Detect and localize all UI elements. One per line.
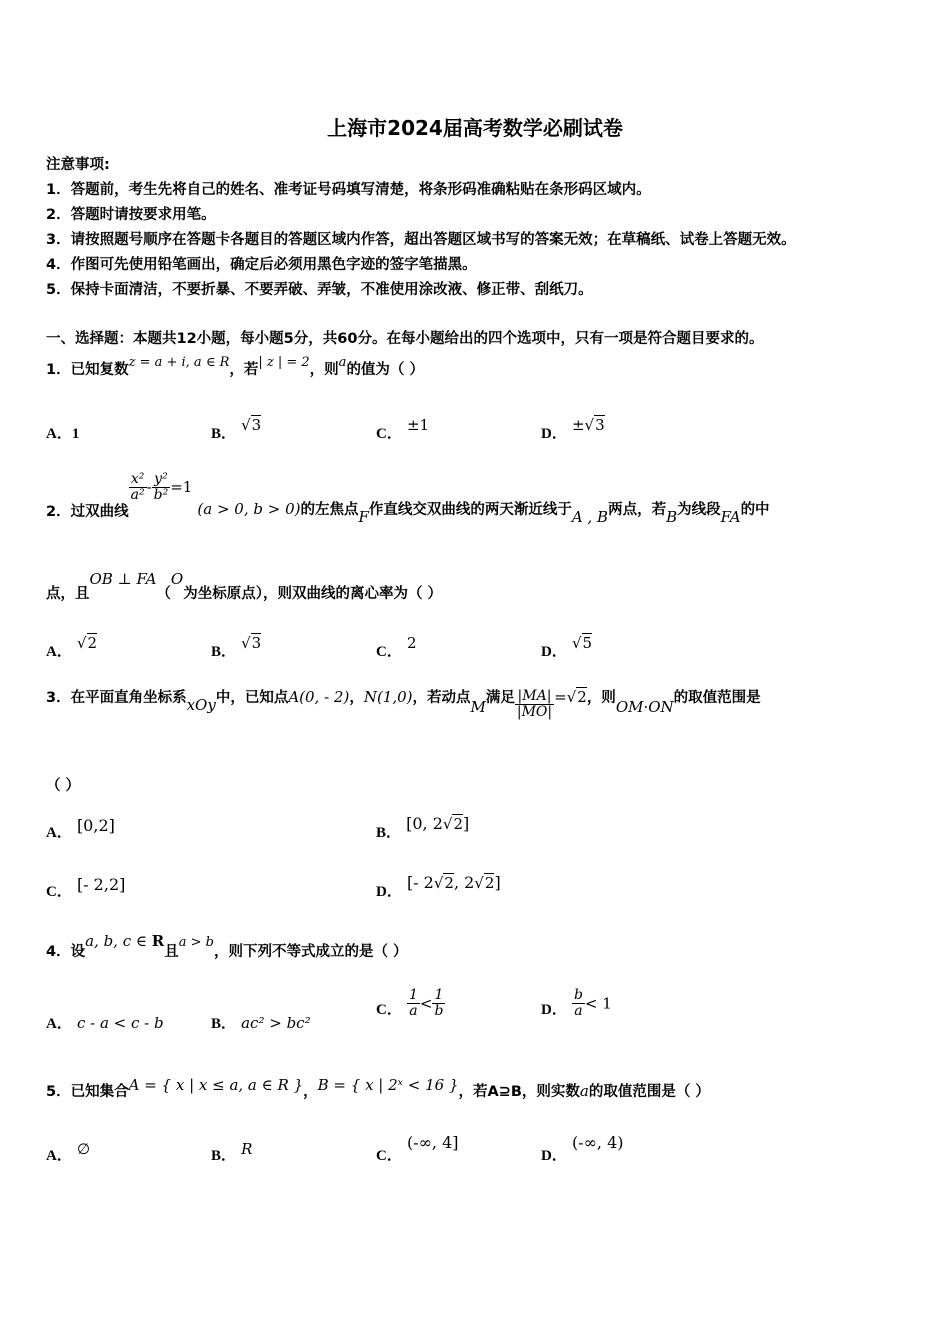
question-text: 2．过双曲线 <box>46 503 129 520</box>
question-3-paren: （ ） <box>46 778 81 794</box>
option-c[interactable]: C． 2 <box>376 634 417 660</box>
option-d[interactable]: D． [- 2√2, 2√2] <box>376 873 501 900</box>
option-c[interactable]: C． $\frac{1}{a}$ < $\frac{1}{b}$ <box>376 987 444 1020</box>
option-c[interactable]: C． [- 2,2] <box>46 875 126 900</box>
option-value: ±1 <box>406 416 430 434</box>
math-expr: z = a + i, a ∈ R <box>128 355 230 370</box>
note-item: 3．请按照题号顺序在答题卡各题目的答题区域内作答，超出答题区域书写的答案无效；在草稿纸、试卷上答题无效。 <box>46 232 796 248</box>
option-b[interactable]: B． ac² > bc² <box>211 1014 311 1032</box>
math-expr: a <box>338 355 347 370</box>
question-text: 的值为（ ） <box>346 362 424 378</box>
question-text: ，若 <box>229 362 259 378</box>
question-5: 5．已知集合A = { x | x ≤ a, a ∈ R }，B = { x | 2ˣ < 16 }，若A⊇B，则实数a的取值范围是（ ） <box>46 1076 710 1100</box>
option-a[interactable] <box>46 422 79 443</box>
question-2-line2: 点，且OB ⊥ FA（O为坐标原点），则双曲线的离心率为（ ） <box>46 570 443 602</box>
question-4: 4．设a, b, c ∈ R且a > b，则下列不等式成立的是（ ） <box>46 932 408 960</box>
note-item: 5．保持卡面清洁，不要折暴、不要弄破、弄皱，不准使用涂改液、修正带、刮纸刀。 <box>46 282 593 298</box>
option-label: A． <box>46 426 72 442</box>
option-d[interactable]: D． (-∞, 4) <box>541 1133 624 1164</box>
question-text: ，则 <box>309 362 339 378</box>
option-label: B． <box>211 426 237 442</box>
math-expr: | z | = 2 <box>258 355 310 370</box>
question-1 <box>46 355 424 379</box>
option-label: C． <box>376 426 402 442</box>
question-3: 3．在平面直角坐标系xOy中，已知点A(0, - 2)，N(1,0)，若动点M满足 $\frac{|MA|}{|MO|}$ =√2，则OM·ON的取值范围是 <box>46 687 761 720</box>
sqrt: √3 <box>241 416 262 434</box>
fraction: $\frac{|MA|}{|MO|}$ <box>516 687 553 720</box>
option-b[interactable]: B． R <box>211 1140 253 1164</box>
option-a[interactable]: A． [0,2] <box>46 816 115 841</box>
option-a[interactable]: A． c - a < c - b <box>46 1014 164 1032</box>
fraction: $\frac{\text{y²}}{\text{b²}}$ <box>153 471 169 504</box>
math-expr: OB ⊥ FA <box>89 570 157 588</box>
sqrt: √3 <box>584 416 605 434</box>
option-c[interactable]: C． (-∞, 4] <box>376 1133 459 1164</box>
question-2: 2．过双曲线 $\frac{\text{x²}}{\text{a²}}$ - $\frac{\text{y²}}{\text{b²}}$ =1 (a > 0, b > 0)的左焦点F作直线交双曲线的两天渐近线于A , B两点，若B为线段FA的中 <box>46 471 770 526</box>
option-b[interactable] <box>211 414 262 442</box>
math-expr: (a > 0, b > 0) <box>197 499 301 518</box>
option-b[interactable]: B． √3 <box>211 634 262 660</box>
question-text: 1．已知复数 <box>46 362 129 378</box>
option-d[interactable]: D． √5 <box>541 634 593 660</box>
option-b[interactable]: B． [0, 2√2] <box>376 814 470 841</box>
option-value: 1 <box>71 426 80 442</box>
option-d[interactable]: D． ±√3 <box>541 416 605 442</box>
option-a[interactable]: A． √2 <box>46 634 98 660</box>
note-item: 1．答题前，考生先将自己的姓名、准考证号码填写清楚，将条形码准确粘贴在条形码区域内。 <box>46 182 651 198</box>
page-title: 上海市2024届高考数学必刷试卷 <box>327 116 623 140</box>
fraction: $\frac{\text{x²}}{\text{a²}}$ <box>130 471 145 504</box>
option-label: D． <box>541 426 567 442</box>
section-heading: 一、选择题：本题共12小题，每小题5分，共60分。在每小题给出的四个选项中，只有一项是符合题目要求的。 <box>46 331 764 347</box>
option-c[interactable] <box>376 414 430 442</box>
notes-heading: 注意事项: <box>46 157 110 173</box>
note-item: 2．答题时请按要求用笔。 <box>46 207 216 223</box>
option-d[interactable]: D． $\frac{b}{a}$ < 1 <box>541 987 612 1020</box>
option-a[interactable]: A． ∅ <box>46 1140 91 1164</box>
note-item: 4．作图可先使用铅笔画出，确定后必须用黑色字迹的签字笔描黑。 <box>46 257 477 273</box>
